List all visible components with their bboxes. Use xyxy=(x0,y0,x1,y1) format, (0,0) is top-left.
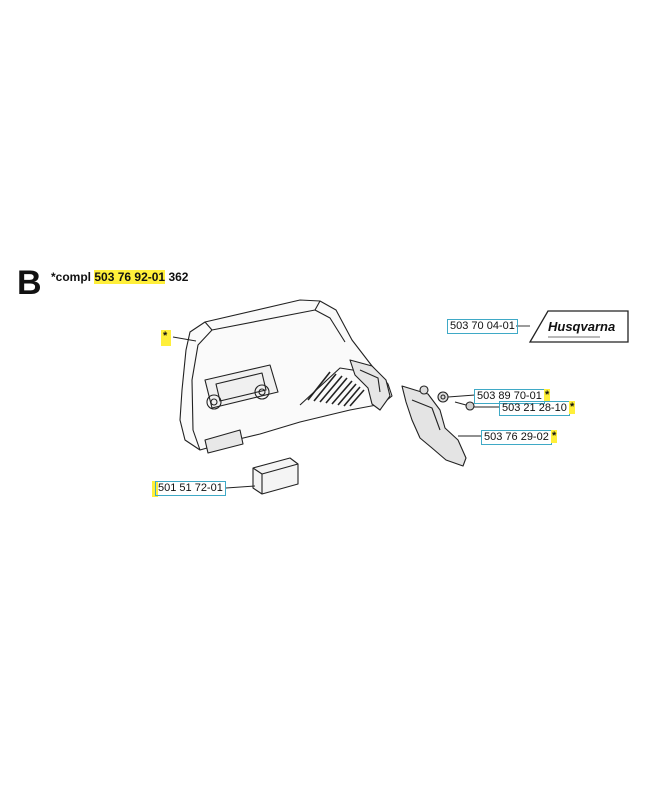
part-number-pad[interactable]: 501 51 72-01 xyxy=(155,481,226,496)
leader-pad xyxy=(226,486,255,488)
part-number-guard-plate[interactable]: 503 76 29-02 xyxy=(481,430,552,445)
husqvarna-decal xyxy=(530,311,628,342)
guard-plate xyxy=(402,386,466,466)
leader-nut xyxy=(448,395,475,397)
part-number-decal[interactable]: 503 70 04-01 xyxy=(447,319,518,334)
part-number-guard-plate-star: * xyxy=(552,430,557,442)
spacer-pad xyxy=(253,458,298,494)
part-number-screw-star: * xyxy=(570,401,575,413)
nut-part xyxy=(438,392,448,402)
callout-star: * xyxy=(163,330,168,342)
assembly-part-number[interactable]: 503 76 92-01 xyxy=(94,270,166,284)
part-number-screw[interactable]: 503 21 28-10 xyxy=(499,401,570,416)
screw-part xyxy=(466,402,474,410)
assembly-suffix: 362 xyxy=(168,270,189,284)
section-letter: B xyxy=(17,264,42,302)
part-number-nut[interactable]: 503 89 70-01 xyxy=(474,389,545,404)
assembly-prefix: *compl xyxy=(51,270,92,284)
decal-brand-text: Husqvarna xyxy=(548,319,616,334)
part-number-nut-star: * xyxy=(545,389,550,401)
